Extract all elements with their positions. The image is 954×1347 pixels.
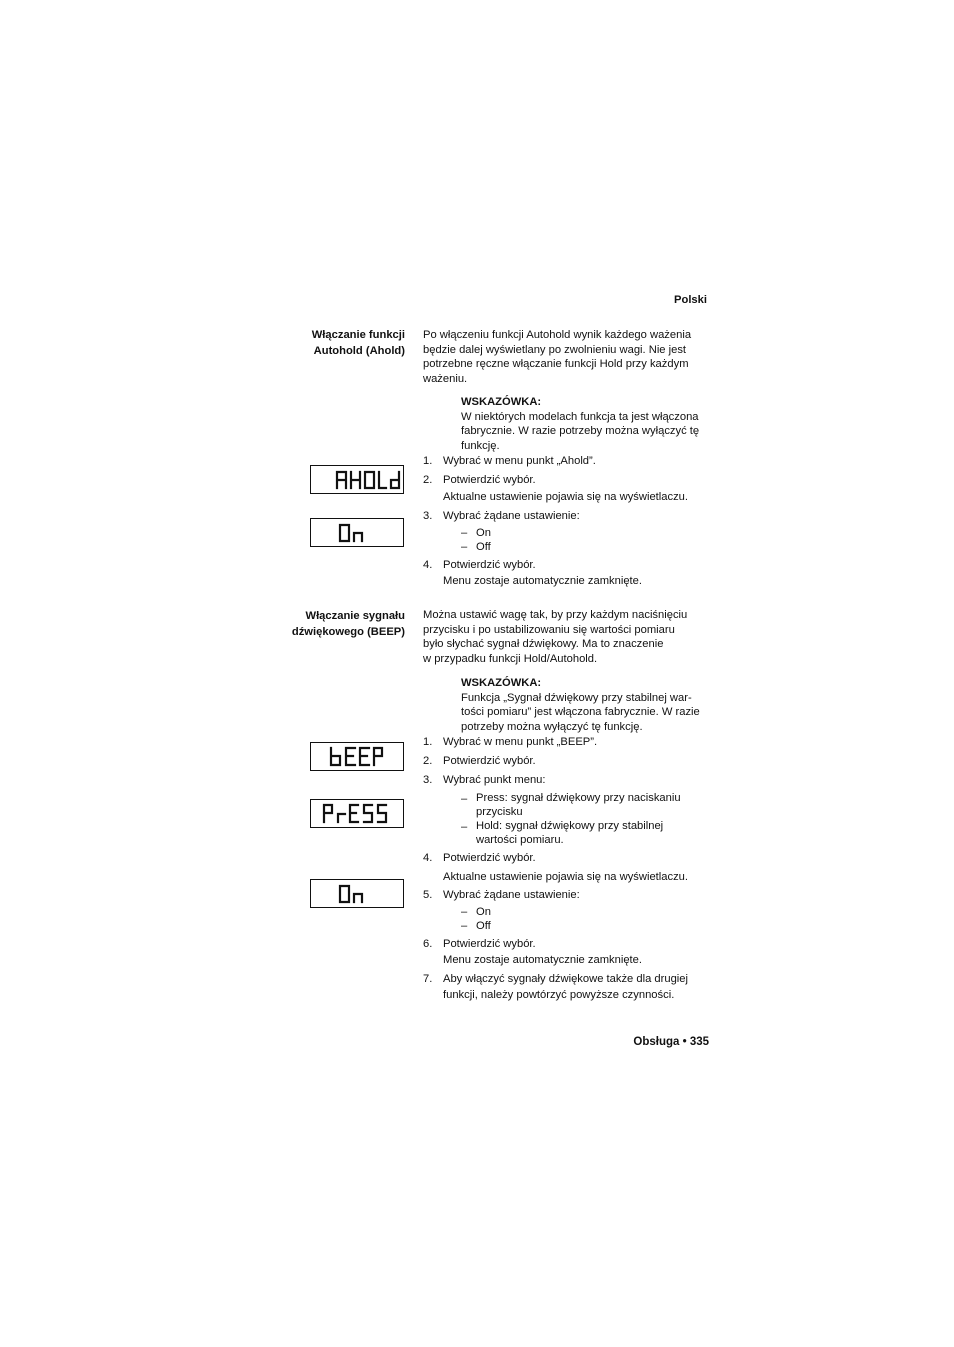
option-item xyxy=(461,820,663,847)
section-heading-autohold xyxy=(312,327,405,359)
intro-line: będzie dalej wyświetlany po zwolnieniu wagi. Nie jest xyxy=(423,343,687,356)
lcd-text-ahold xyxy=(311,466,403,493)
step-item xyxy=(423,754,536,769)
lcd-text-on xyxy=(311,519,403,546)
heading-line: Włączanie sygnału xyxy=(305,610,405,622)
dash-bullet: – xyxy=(461,793,468,805)
option-item xyxy=(461,919,491,934)
note-line: tości pomiaru” jest włączona fabrycznie. W razie xyxy=(461,706,700,719)
intro-line: Po włączeniu funkcji Autohold wynik każdego ważenia xyxy=(423,329,692,341)
option-text: wartości pomiaru. xyxy=(476,833,564,846)
step-item xyxy=(423,773,546,788)
step-subtext: Aktualne ustawienie pojawia się na wyświetlaczu. xyxy=(443,490,689,503)
option-item xyxy=(461,526,491,541)
step-subtext: Menu zostaje automatycznie zamknięte. xyxy=(443,574,642,587)
lcd-text-beep xyxy=(311,743,403,770)
step-item xyxy=(423,509,580,524)
option-text: Off xyxy=(476,541,491,553)
step-item xyxy=(423,851,688,884)
step-item xyxy=(423,558,642,588)
lcd-display-on-2 xyxy=(310,879,404,908)
intro-line: ważeniu. xyxy=(423,372,468,385)
note-line: fabrycznie. W razie potrzeby można wyłączyć tę xyxy=(461,425,700,438)
page-footer: Obsługa • 335 xyxy=(633,1036,709,1048)
section-heading-beep xyxy=(292,608,405,640)
dash-bullet: – xyxy=(461,906,468,918)
step-number: 5. xyxy=(423,889,433,901)
note-box xyxy=(461,395,699,453)
step-number: 4. xyxy=(423,559,433,571)
lcd-display-press xyxy=(310,799,404,828)
note-title: WSKAZÓWKA: xyxy=(461,677,542,689)
dash-bullet: – xyxy=(461,541,468,553)
step-text: Potwierdzić wybór. xyxy=(443,474,536,486)
option-text: Hold: sygnał dźwiękowy przy stabilnej xyxy=(476,820,664,832)
step-item xyxy=(423,454,596,469)
step-item xyxy=(423,888,580,903)
note-line: W niektórych modelach funkcja ta jest włączona xyxy=(461,410,699,423)
step-text: Wybrać żądane ustawienie: xyxy=(443,510,580,522)
option-item xyxy=(461,905,491,920)
option-item xyxy=(461,540,491,555)
lcd-text-on xyxy=(311,880,403,907)
step-text: Aby włączyć sygnały dźwiękowe także dla drugiej xyxy=(443,973,688,985)
step-text: Potwierdzić wybór. xyxy=(443,755,536,767)
step-text: Wybrać punkt menu: xyxy=(443,774,546,786)
step-number: 3. xyxy=(423,510,433,522)
step-subtext: Aktualne ustawienie pojawia się na wyświetlaczu. xyxy=(443,870,689,883)
intro-line: potrzebne ręczne włączanie funkcji Hold przy każdym xyxy=(423,358,689,371)
dash-bullet: – xyxy=(461,527,468,539)
dash-bullet: – xyxy=(461,920,468,932)
heading-line: Autohold (Ahold) xyxy=(313,345,405,357)
step-number: 3. xyxy=(423,774,433,786)
step-item xyxy=(423,937,642,967)
running-header: Polski xyxy=(674,294,707,306)
step-text: Potwierdzić wybór. xyxy=(443,852,536,864)
intro-line: przycisku i po ustabilizowaniu się wartości pomiaru xyxy=(423,623,675,636)
lcd-text-press xyxy=(311,800,403,827)
step-number: 1. xyxy=(423,455,433,467)
note-line: funkcję. xyxy=(461,439,500,452)
lcd-display-beep xyxy=(310,742,404,771)
step-item xyxy=(423,735,597,750)
note-line: potrzeby można wyłączyć tę funkcję. xyxy=(461,720,643,733)
step-number: 2. xyxy=(423,755,433,767)
lcd-display-ahold xyxy=(310,465,404,494)
intro-line: było słychać sygnał dźwiękowy. Ma to znaczenie xyxy=(423,638,664,651)
step-number: 7. xyxy=(423,973,433,985)
step-text: Wybrać żądane ustawienie: xyxy=(443,889,580,901)
dash-bullet: – xyxy=(461,821,468,833)
step-item xyxy=(423,473,688,504)
step-text: Potwierdzić wybór. xyxy=(443,938,536,950)
step-text: Potwierdzić wybór. xyxy=(443,559,536,571)
step-text: Wybrać w menu punkt „BEEP”. xyxy=(443,736,598,748)
option-text: On xyxy=(476,527,491,539)
section-intro xyxy=(423,328,691,386)
note-box xyxy=(461,676,700,734)
step-number: 4. xyxy=(423,852,433,864)
heading-line: Włączanie funkcji xyxy=(311,329,405,341)
note-title: WSKAZÓWKA: xyxy=(461,396,542,408)
intro-line: w przypadku funkcji Hold/Autohold. xyxy=(423,652,598,665)
lcd-display-on xyxy=(310,518,404,547)
step-number: 2. xyxy=(423,474,433,486)
section-intro xyxy=(423,608,687,666)
step-number: 1. xyxy=(423,736,433,748)
option-text: Press: sygnał dźwiękowy przy naciskaniu xyxy=(476,792,681,804)
step-subtext: Menu zostaje automatycznie zamknięte. xyxy=(443,953,642,966)
step-subtext: funkcji, należy powtórzyć powyższe czynności. xyxy=(443,988,675,1001)
option-item xyxy=(461,792,681,819)
step-item xyxy=(423,972,688,1002)
option-text: On xyxy=(476,906,491,918)
step-number: 6. xyxy=(423,938,433,950)
option-text: przycisku xyxy=(476,805,523,818)
option-text: Off xyxy=(476,920,491,932)
step-text: Wybrać w menu punkt „Ahold”. xyxy=(443,455,596,467)
heading-line: dźwiękowego (BEEP) xyxy=(291,626,405,638)
note-line: Funkcja „Sygnał dźwiękowy przy stabilnej war- xyxy=(461,691,692,704)
intro-line: Można ustawić wagę tak, by przy każdym naciśnięciu xyxy=(423,609,688,621)
